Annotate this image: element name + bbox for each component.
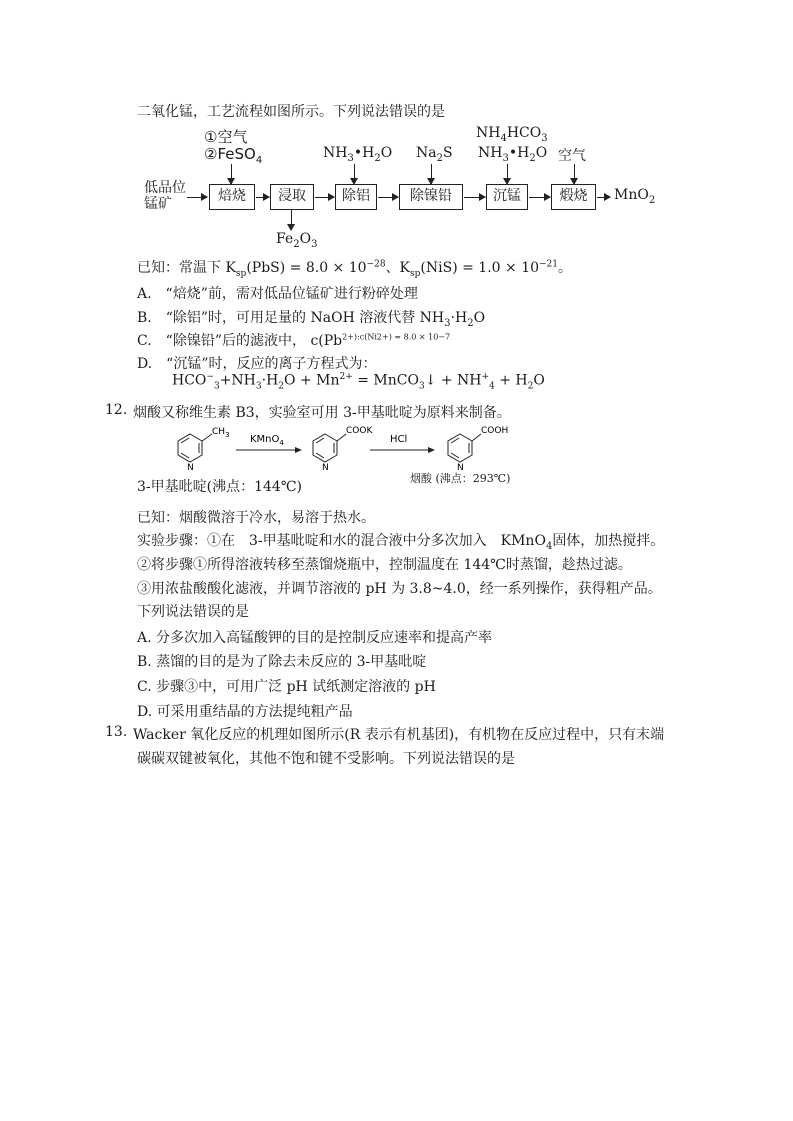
arrow-into-al	[354, 164, 355, 184]
cooh-label: COOH	[481, 426, 509, 436]
arrow-leach-byproduct	[291, 210, 292, 230]
reagent-nh3h2o-label: $NH_3•H_2O$	[323, 145, 393, 164]
arrow-into-nipb	[431, 164, 432, 184]
reagent-na2s-label: $Na_2S$	[416, 145, 453, 164]
q11-intro: 二氧化锰，工艺流程如图所示。下列说法错误的是	[137, 104, 445, 120]
label-3-methylpyridine: 3-甲基吡啶(沸点：144℃)	[137, 479, 302, 495]
q12-known: 已知：烟酸微溶于冷水，易溶于热水。	[137, 510, 375, 526]
label-nicotinic-acid: 烟酸 (沸点：293℃)	[410, 472, 511, 485]
q11-known-ksp: 已知：常温下 $K_{sp}(PbS) = 8.0 \times 10^{-28}$、$K_{sp}(NiS) = 1.0 \times 10^{-21}$。	[137, 259, 573, 279]
pyridine-n-1: N	[187, 463, 194, 472]
arrow-al-to-nipb	[378, 197, 398, 198]
pyridine-ring-1	[178, 434, 212, 462]
step-box-calcine: 煅烧	[551, 184, 596, 210]
arrow-to-product	[597, 197, 610, 198]
q12-option-a: A. 分多次加入高锰酸钾的目的是控制反应速率和提高产率	[137, 630, 493, 646]
arrow-raw-to-roast	[187, 197, 207, 198]
q11-option-d: D. “沉锰”时，反应的离子方程式为：	[137, 356, 377, 372]
q11-option-a: A. “焙烧”前，需对低品位锰矿进行粉碎处理	[137, 286, 418, 302]
q12-option-d: D. 可采用重结晶的方法提纯粗产品	[137, 704, 353, 720]
reagent-nh4hco3-label: $NH_4HCO_3$	[476, 125, 548, 144]
q12-number: 12.	[105, 402, 128, 418]
reaction-scheme	[170, 420, 530, 472]
arrow-leach-to-al	[315, 197, 334, 198]
input-air-label: ①空气	[204, 128, 248, 146]
reagent-kmno4: KMnO$_4$	[250, 434, 284, 447]
q11-option-c: C. “除镍铅”后的滤液中， $c(Pb^{2+):c(Ni2+) = 8.0 \times 10-7}$	[137, 332, 451, 349]
arrow-nipb-to-mn	[464, 197, 485, 198]
pyridine-ring-2	[313, 434, 346, 462]
arrow-into-mn	[507, 164, 508, 184]
step-box-precip-mn: 沉锰	[486, 184, 528, 210]
input-feso4-label: ②FeSO$_4$	[204, 145, 263, 166]
pyridine-ring-3	[448, 434, 481, 462]
product-label: MnO$_2$	[614, 187, 656, 206]
pyridine-n-2: N	[322, 463, 329, 472]
arrow-mn-to-calcine	[529, 197, 550, 198]
q12-option-b: B. 蒸馏的目的是为了除去未反应的 3-甲基吡啶	[137, 654, 427, 670]
step-box-roast: 焙烧	[209, 184, 255, 210]
q12-ask: 下列说法错误的是	[137, 604, 249, 620]
step-box-remove-ni-pb: 除镍铅	[399, 184, 463, 210]
q13-line1: Wacker 氧化反应的机理如图所示(R 表示有机基团)，有机物在反应过程中，只有末端	[133, 727, 665, 743]
q12-step2: ②将步骤①所得溶液转移至蒸馏烧瓶中，控制温度在 144℃时蒸馏，趁热过滤。	[137, 557, 632, 573]
ch3-label: $CH_3$	[212, 427, 230, 439]
arrow-into-roast	[231, 164, 232, 184]
pyridine-n-3: N	[457, 463, 464, 472]
cook-label: COOK	[346, 426, 373, 436]
reagent-nh3h2o-2-label: $NH_3•H_2O$	[478, 145, 548, 164]
q11-option-b: B. “除铝”时，可用足量的 NaOH 溶液代替 $NH_3\cdot H_2O$	[137, 310, 486, 329]
q12-step3: ③用浓盐酸酸化滤液，并调节溶液的 pH 为 3.8~4.0，经一系列操作，获得粗产品。	[137, 581, 662, 597]
arrow-roast-to-leach	[256, 197, 269, 198]
step-box-remove-al: 除铝	[335, 184, 377, 210]
q12-option-c: C. 步骤③中，可用广泛 pH 试纸测定溶液的 pH	[137, 679, 436, 695]
reagent-air-label: 空气	[558, 148, 586, 164]
q12-stem: 烟酸又称维生素 B3，实验室可用 3-甲基吡啶为原料来制备。	[133, 405, 511, 421]
raw-material-label: 低品位 锰矿	[144, 180, 186, 212]
step-box-leach: 浸取	[270, 184, 314, 210]
reagent-hcl: HCl	[390, 434, 408, 445]
q13-number: 13.	[105, 724, 128, 740]
arrow-into-calcine	[574, 164, 575, 184]
q11-option-d-equation: $HCO^-_3+NH_3\cdot H_2O + Mn^{2+}$ = MnCO$_3$↓ + $NH^+_4 + H_2O$	[172, 372, 545, 392]
byproduct-label: $Fe_2O_3$	[276, 231, 318, 250]
q12-step1: 实验步骤：①在 3-甲基吡啶和水的混合液中分多次加入 KMnO$_4$固体，加热搅拌。	[137, 533, 665, 552]
q13-line2: 碳碳双键被氧化，其他不饱和键不受影响。下列说法错误的是	[137, 751, 515, 767]
